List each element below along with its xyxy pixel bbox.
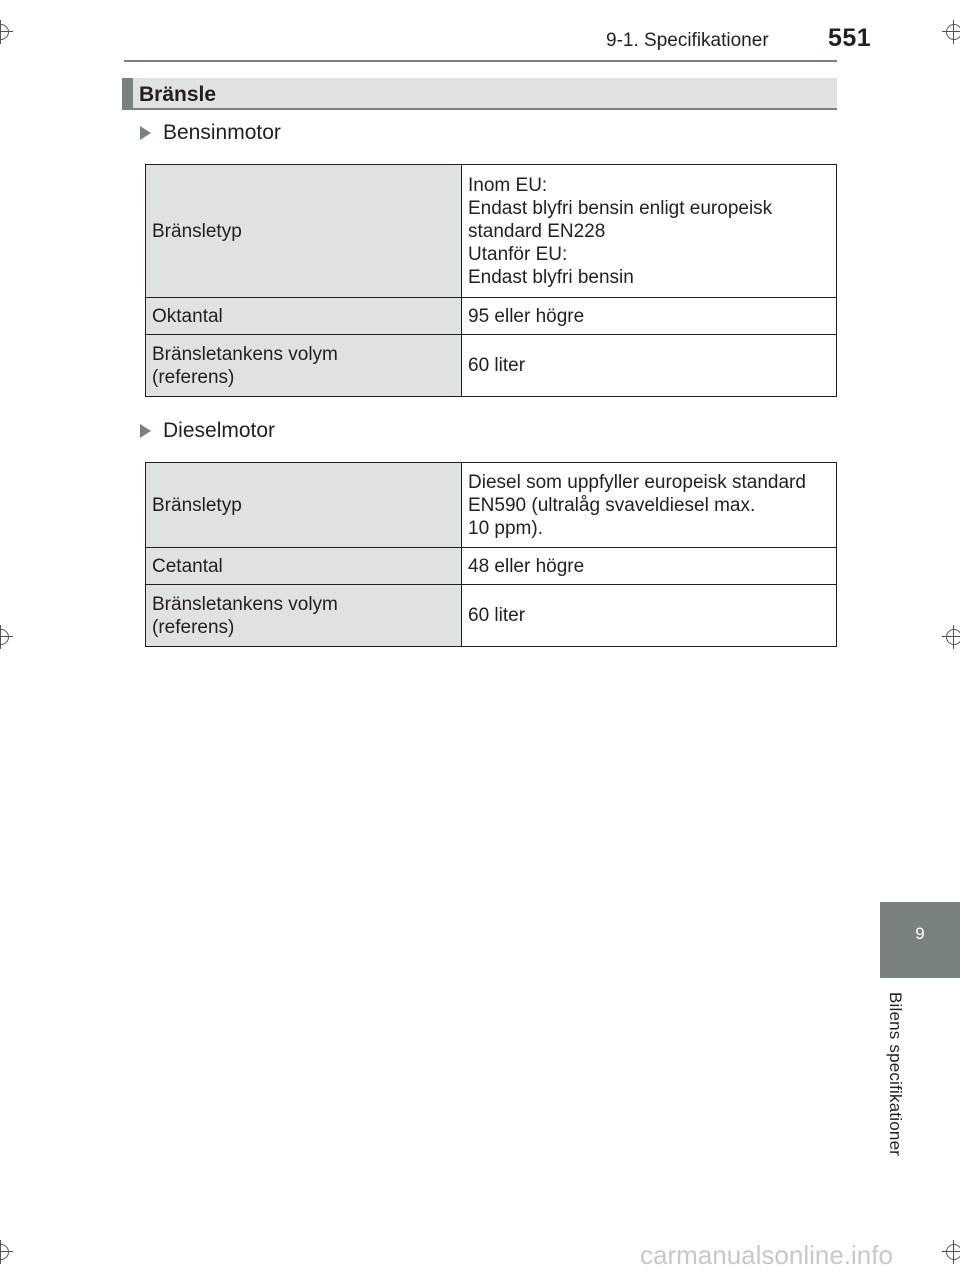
value-line: Endast blyfri bensin (468, 266, 634, 288)
row-value: 60 liter (462, 335, 837, 397)
chapter-tab (880, 902, 960, 978)
row-key (146, 335, 462, 397)
crop-mark-mid-right (942, 625, 960, 649)
crop-mark-bottom-left (0, 1240, 13, 1264)
table-row (146, 548, 837, 585)
key-line: (referens) (152, 616, 235, 638)
row-value (462, 165, 837, 298)
value-line: Inom EU: (468, 174, 548, 196)
value-line: EN590 (ultralåg svaveldiesel max. (468, 494, 756, 516)
section-label: 9-1. Specifikationer (606, 30, 769, 51)
page-header (0, 0, 960, 64)
row-key: Bränsletyp (146, 463, 462, 548)
value-line: Diesel som uppfyller europeisk standard (468, 471, 806, 493)
value-line: 10 ppm). (468, 517, 543, 539)
row-key: Bränsletyp (146, 165, 462, 298)
row-value: 60 liter (462, 585, 837, 647)
key-line: (referens) (152, 366, 235, 388)
table-row (146, 298, 837, 335)
subhead-diesel (140, 419, 275, 443)
diesel-spec-table (145, 462, 837, 647)
row-key: Oktantal (146, 298, 462, 335)
row-value (462, 463, 837, 548)
row-value: 48 eller högre (462, 548, 837, 585)
row-key: Cetantal (146, 548, 462, 585)
subhead-petrol-label: Bensinmotor (163, 121, 281, 144)
table-row (146, 335, 837, 397)
value-line: standard EN228 (468, 220, 606, 242)
subhead-petrol (140, 121, 281, 145)
chapter-number: 9 (915, 924, 925, 943)
value-line: Endast blyfri bensin enligt europeisk (468, 197, 773, 219)
watermark: carmanualsonline.info (640, 1240, 893, 1270)
table-row (146, 165, 837, 298)
key-line: Bränsletankens volym (152, 343, 338, 365)
page-number: 551 (828, 24, 872, 52)
row-value: 95 eller högre (462, 298, 837, 335)
crop-mark-mid-left (0, 625, 13, 649)
triangle-bullet-icon (140, 424, 151, 438)
section-title: Bränsle (139, 83, 217, 106)
key-line: Bränsletankens volym (152, 593, 338, 615)
crop-mark-bottom-right (942, 1240, 960, 1264)
row-key (146, 585, 462, 647)
header-rule (124, 60, 837, 62)
triangle-bullet-icon (140, 126, 151, 140)
section-heading (122, 78, 837, 110)
chapter-label: Bilens specifikationer (886, 992, 905, 1157)
subhead-diesel-label: Dieselmotor (163, 419, 276, 442)
table-row (146, 463, 837, 548)
table-row (146, 585, 837, 647)
petrol-spec-table (145, 164, 837, 397)
value-line: Utanför EU: (468, 243, 568, 265)
